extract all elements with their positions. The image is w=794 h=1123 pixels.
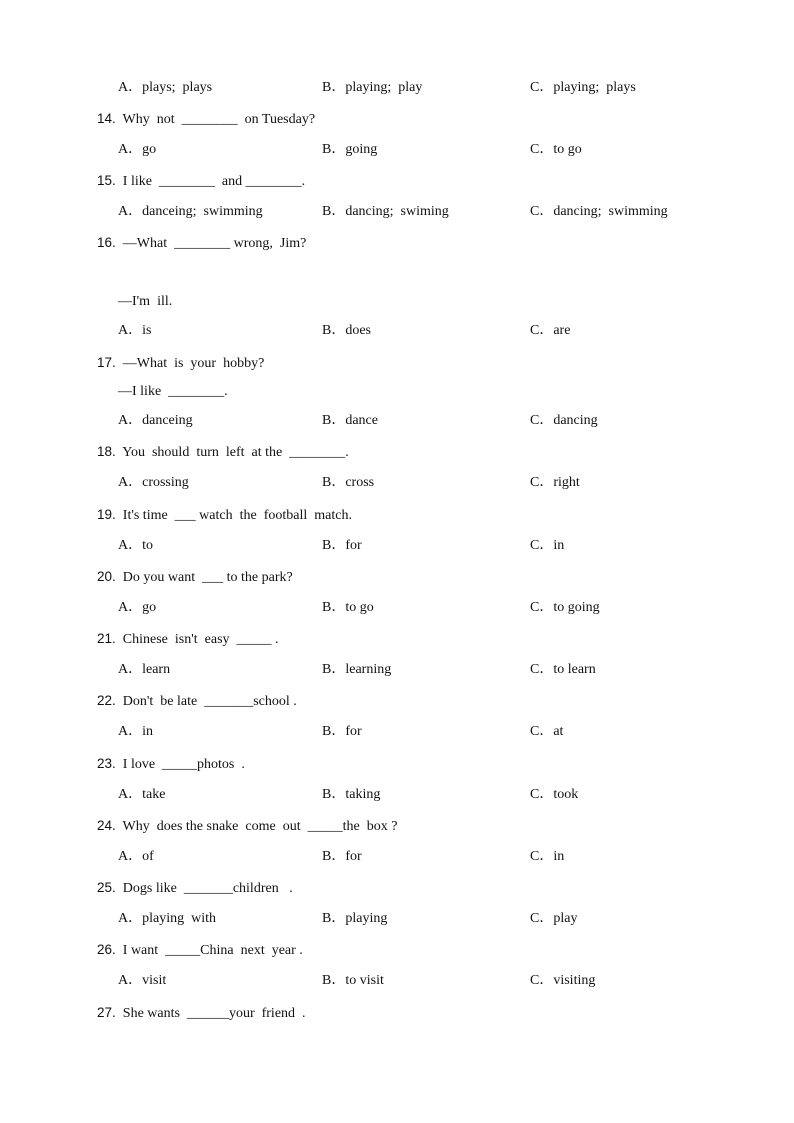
option-c: C．in	[530, 849, 565, 864]
option-b: B．for	[322, 849, 362, 864]
option-c: C．to learn	[530, 662, 596, 677]
question-text: Do you want ___ to the park?	[122, 570, 293, 585]
option-a: A．to	[118, 538, 153, 553]
option-b: B．playing	[322, 911, 388, 926]
question-18	[97, 443, 349, 462]
question-text: Don't be late _______school .	[122, 694, 297, 709]
question-number: 19.	[97, 507, 116, 522]
question-25	[97, 879, 293, 898]
question-21	[97, 630, 279, 649]
option-c: C．dancing; swimming	[530, 204, 668, 219]
option-b: B．to visit	[322, 973, 384, 988]
option-c: C．dancing	[530, 413, 598, 428]
option-c: C．right	[530, 475, 580, 490]
option-c: C．in	[530, 538, 565, 553]
option-c: C．playing; plays	[530, 80, 636, 95]
option-a: A．danceing; swimming	[118, 204, 263, 219]
question-text: I like ________ and ________.	[122, 174, 306, 189]
option-b: B．learning	[322, 662, 392, 677]
question-number: 22.	[97, 693, 116, 708]
question-19	[97, 506, 352, 525]
question-16	[97, 234, 306, 253]
option-a: A．is	[118, 323, 152, 338]
option-b: B．playing; play	[322, 80, 423, 95]
option-b: B．dancing; swiming	[322, 204, 449, 219]
question-text: Why does the snake come out _____the box ?	[122, 819, 398, 834]
option-a: A．in	[118, 724, 153, 739]
question-text: It's time ___ watch the football match.	[122, 508, 352, 523]
option-c: C．took	[530, 787, 579, 802]
question-number: 23.	[97, 756, 116, 771]
question-27	[97, 1004, 306, 1023]
option-a: A．plays; plays	[118, 80, 213, 95]
question-text: Chinese isn't easy _____ .	[122, 632, 279, 647]
option-b: B．for	[322, 538, 362, 553]
option-b: B．taking	[322, 787, 381, 802]
question-number: 27.	[97, 1005, 116, 1020]
option-a: A．crossing	[118, 475, 189, 490]
question-14	[97, 110, 315, 129]
dialogue-line: —I like ________.	[118, 384, 228, 399]
question-number: 21.	[97, 631, 116, 646]
option-b: B．cross	[322, 475, 375, 490]
option-c: C．visiting	[530, 973, 596, 988]
question-20	[97, 568, 293, 587]
question-number: 26.	[97, 942, 116, 957]
option-c: C．at	[530, 724, 564, 739]
option-b: B．does	[322, 323, 371, 338]
question-text: —What is your hobby?	[122, 356, 265, 371]
option-a: A．go	[118, 142, 157, 157]
option-a: A．danceing	[118, 413, 193, 428]
question-text: I want _____China next year .	[122, 943, 303, 958]
option-b: B．for	[322, 724, 362, 739]
question-text: She wants ______your friend .	[122, 1006, 306, 1021]
question-number: 17.	[97, 355, 116, 370]
option-a: A．learn	[118, 662, 171, 677]
question-number: 15.	[97, 173, 116, 188]
question-22	[97, 692, 297, 711]
question-23	[97, 755, 245, 774]
question-number: 16.	[97, 235, 116, 250]
question-text: I love _____photos .	[122, 757, 245, 772]
option-a: A．of	[118, 849, 154, 864]
dialogue-line: —I'm ill.	[118, 294, 173, 309]
question-26	[97, 941, 303, 960]
option-b: B．to go	[322, 600, 374, 615]
question-17	[97, 354, 264, 373]
question-text: —What ________ wrong, Jim?	[122, 236, 307, 251]
option-a: A．playing with	[118, 911, 216, 926]
question-number: 20.	[97, 569, 116, 584]
question-number: 24.	[97, 818, 116, 833]
question-15	[97, 172, 305, 191]
question-number: 25.	[97, 880, 116, 895]
option-c: C．to go	[530, 142, 582, 157]
question-number: 18.	[97, 444, 116, 459]
question-text: Why not ________ on Tuesday?	[122, 112, 316, 127]
question-text: Dogs like _______children .	[122, 881, 293, 896]
option-b: B．going	[322, 142, 378, 157]
question-24	[97, 817, 397, 836]
question-text: You should turn left at the ________.	[122, 445, 349, 460]
option-a: A．go	[118, 600, 157, 615]
option-c: C．play	[530, 911, 578, 926]
option-a: A．take	[118, 787, 166, 802]
option-b: B．dance	[322, 413, 378, 428]
option-c: C．to going	[530, 600, 600, 615]
option-a: A．visit	[118, 973, 167, 988]
question-number: 14.	[97, 111, 116, 126]
option-c: C．are	[530, 323, 571, 338]
